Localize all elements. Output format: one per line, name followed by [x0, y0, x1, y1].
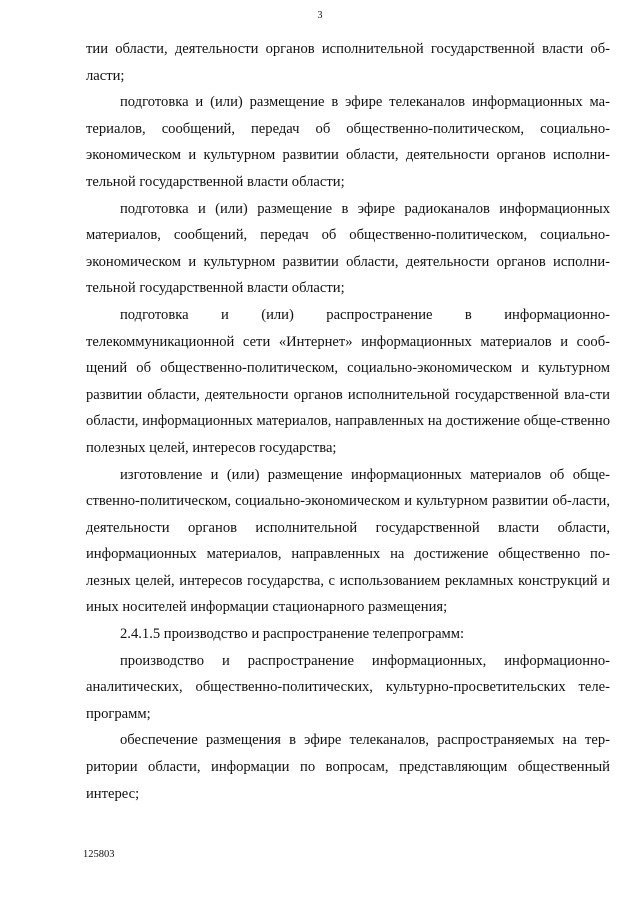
paragraph: тии области, деятельности органов исполнительной государственной власти об-ласти;: [86, 41, 610, 84]
paragraph: производство и распространение информационных, информационно-аналитических, общественно-политических, культурно-просветительских теле-программ;: [86, 652, 610, 722]
page-number: 3: [317, 10, 323, 21]
section-heading: 2.4.1.5 производство и распространение телепрограмм:: [120, 626, 465, 643]
paragraph: изготовление и (или) размещение информационных материалов об обще-ственно-политическом, социально-экономическом и культурном развитии об-ласти, деятельности органов исполнительной государственной власти области, информационных материалов, направленных на достижение общественно по-лезных целей, интересов государства, с использованием рекламных конструкций и иных носителей информации стационарного размещения;: [86, 466, 610, 616]
body-text: [86, 36, 610, 807]
paragraph: обеспечение размещения в эфире телеканалов, распространяемых на тер-ритории области, информации по вопросам, представляющим общественный интерес;: [86, 732, 610, 802]
paragraph: подготовка и (или) распространение в информационно-телекоммуникационной сети «Интернет» информационных материалов и сооб-щений об общественно-политическом, социально-экономическом и культурном развитии области, деятельности органов исполнительной государственной вла-сти области, информационных материалов, направленных на достижение обще-ственно полезных целей, интересов государства;: [86, 306, 610, 456]
paragraph: подготовка и (или) размещение в эфире радиоканалов информационных материалов, сообщений, передач об общественно-политическом, социально-экономическом и культурном развитии области, деятельности органов исполни-тельной государственной власти области;: [86, 200, 610, 297]
document-code: 125803: [83, 849, 115, 860]
paragraph: подготовка и (или) размещение в эфире телеканалов информационных ма-териалов, сообщений, передач об общественно-политическом, социально-экономическом и культурном развитии области, деятельности органов исполни-тельной государственной власти области;: [86, 94, 610, 190]
